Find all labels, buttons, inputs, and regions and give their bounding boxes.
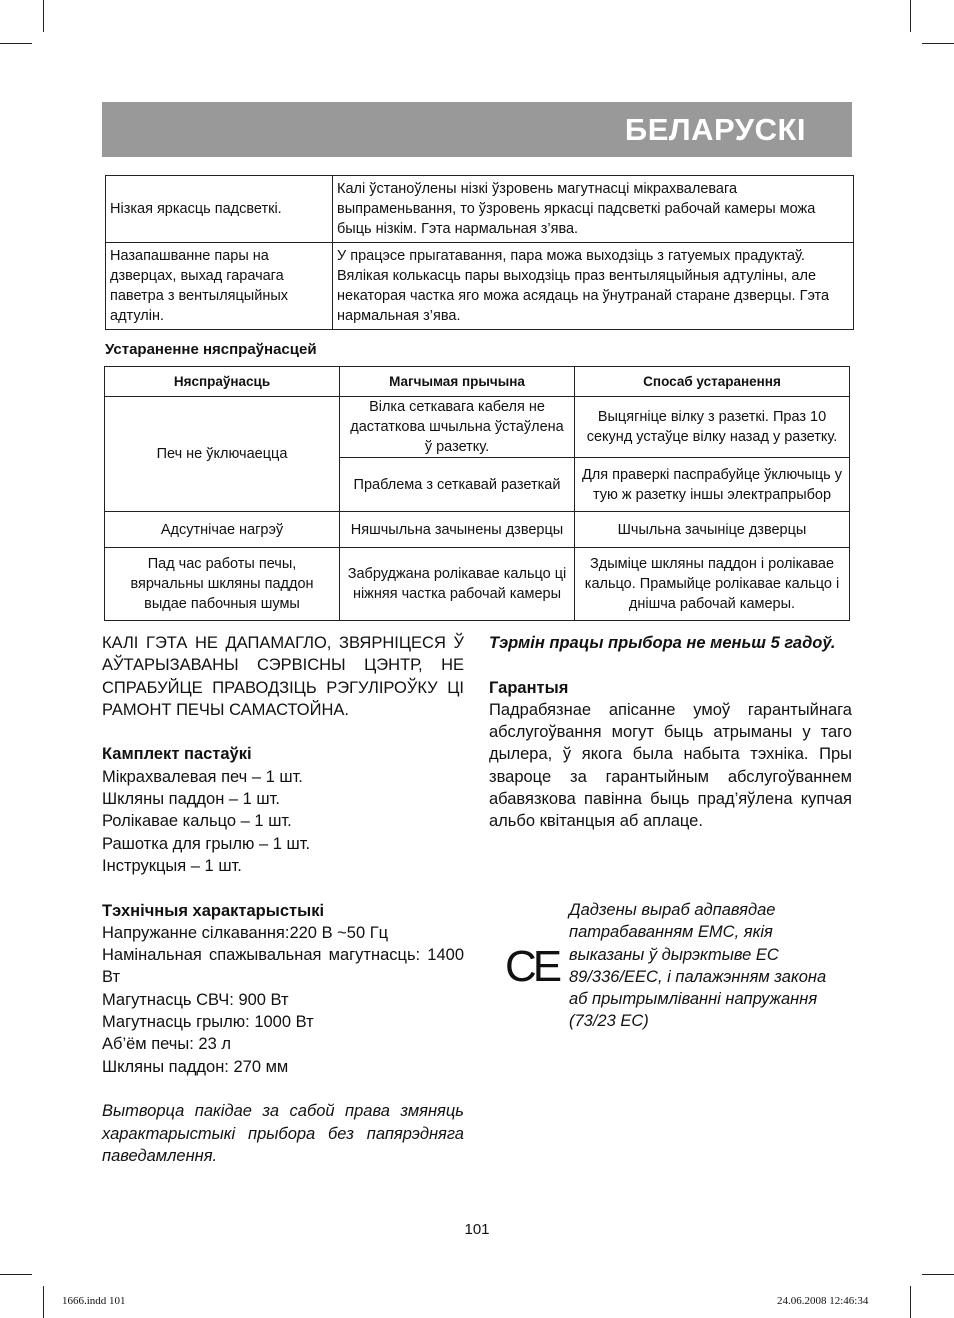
table-cell: Праблема з сеткавай разеткай (340, 458, 575, 512)
column-header: Магчымая прычына (340, 367, 575, 397)
table-row (105, 512, 850, 548)
ce-mark-icon: CE (505, 942, 559, 991)
crop-mark (910, 1286, 911, 1318)
table-cell: Шчыльна зачыніце дзверцы (575, 512, 850, 548)
table-cell: Здыміце шкляны паддон і ролікавае кальцо. Прамыйце ролікавае кальцо і днішча рабочай камеры. (575, 548, 850, 621)
right-column (489, 632, 852, 833)
list-item: Шкляны паддон: 270 мм (102, 1057, 289, 1076)
table-row (105, 548, 850, 621)
table-row (105, 397, 850, 458)
list-item: Магутнасць грылю: 1000 Вт (102, 1013, 314, 1032)
table-cell: Няшчыльна зачынены дзверцы (340, 512, 575, 548)
warning-text: КАЛІ ГЭТА НЕ ДАПАМАГЛО, ЗВЯРНІЦЕСЯ Ў АЎТАРЫЗАВАНЫ СЭРВІСНЫ ЦЭНТР, НЕ СПРАБУЙЦЕ ПРАВОДЗІЦЬ РЭГУЛІРОЎКУ ЦІ РАМОНТ ПЕЧЫ САМАСТОЙНА. (102, 634, 464, 719)
table-cell: Нізкая яркасць падсветкі. (106, 176, 333, 243)
list-item: Намінальная спажывальная магутнасць: 1400 Вт (102, 946, 464, 987)
section-title: Устараненне няспраўнасцей (105, 341, 317, 358)
info-table (105, 175, 854, 330)
list-item: Магутнасць СВЧ: 900 Вт (102, 990, 289, 1009)
column-header: Спосаб устаранення (575, 367, 850, 397)
troubleshooting-table (104, 366, 850, 621)
list-item: Напружанне сілкавання:220 В ~50 Гц (102, 923, 389, 942)
page-title: БЕЛАРУСКІ (624, 112, 806, 147)
table-cell: Вілка сеткавага кабеля не дастаткова шчыльна ўстаўлена ў разетку. (340, 397, 575, 458)
table-cell: Пад час работы печы, вярчальны шкляны паддон выдае пабочныя шумы (105, 548, 340, 621)
manufacturer-note: Вытворца пакідае за сабой права змяняць характарыстыкі прыбора без папярэдняга паведамлення. (102, 1102, 464, 1165)
table-cell: Забруджана ролікавае кальцо ці ніжняя частка рабочай камеры (340, 548, 575, 621)
table-header-row (105, 367, 850, 397)
ce-compliance-text: Дадзены выраб адпавядае патрабаванням ЕМС, якія выказаны ў дырэктыве ЕС 89/336/ЕЕС, і палажэнням закона аб прытрымліванні напружання (73/23 ЕС) (569, 901, 827, 1031)
list-item: Шкляны паддон – 1 шт. (102, 790, 280, 809)
crop-mark (922, 43, 954, 44)
list-item: Інструкцыя – 1 шт. (102, 856, 242, 875)
table-cell: У працэсе прыгатавання, пара можа выходзіць з гатуемых прадуктаў. Вялікая колькасць пары выходзіць праз вентыляцыйныя адтуліны, але некаторая частка яго можа асядаць на ўнутранай старане дзверцы. Гэта нармальная з’ява. (333, 243, 854, 330)
table-row (106, 243, 854, 330)
crop-mark (0, 1274, 32, 1275)
left-column (102, 632, 464, 1167)
warranty-title: Гарантыя (489, 678, 569, 697)
specs-title: Тэхнічныя характарыстыкі (102, 901, 325, 920)
header-bar (102, 102, 852, 157)
crop-mark (0, 43, 32, 44)
column-header: Няспраўнасць (105, 367, 340, 397)
table-cell: Назапашванне пары на дзверцах, выхад гарачага паветра з вентыляцыйных адтулін. (106, 243, 333, 330)
service-life: Тэрмін працы прыбора не меньш 5 гадоў. (489, 634, 836, 652)
page-number: 101 (464, 1221, 490, 1238)
list-item: Рашотка для грылю – 1 шт. (102, 834, 311, 853)
crop-mark (910, 0, 911, 32)
table-cell: Калі ўстаноўлены нізкі ўзровень магутнасці мікрахвалевага выпраменьвання, то ўзровень яркасці падсветкі рабочай камеры можа быць нізкім. Гэта нармальная з’ява. (333, 176, 854, 243)
list-item: Аб’ём печы: 23 л (102, 1035, 231, 1054)
crop-mark (43, 0, 44, 32)
table-cell: Выцягніце вілку з разеткі. Праз 10 секунд устаўце вілку назад у разетку. (575, 397, 850, 458)
crop-mark (922, 1274, 954, 1275)
table-row (106, 176, 854, 243)
table-cell: Адсутнічае нагрэў (105, 512, 340, 548)
list-item: Мікрахвалевая печ – 1 шт. (102, 767, 303, 786)
footer-file: 1666.indd 101 (62, 1295, 126, 1307)
table-cell: Печ не ўключаецца (105, 397, 340, 512)
kit-title: Камплект пастаўкі (102, 745, 252, 764)
crop-mark (43, 1286, 44, 1318)
warranty-text: Падрабязнае апісанне умоў гарантыйнага абслугоўвання могут быць атрыманы у таго дылера, ў якога была набыта тэхніка. Пры звароце за гарантыйным абслугоўваннем абавязкова павінна быць прад’яўлена купчая альбо квітанцыя аб аплаце. (489, 700, 852, 831)
list-item: Ролікавае кальцо – 1 шт. (102, 812, 292, 831)
table-cell: Для праверкі паспрабуйце ўключыць у тую ж разетку іншы электрапрыбор (575, 458, 850, 512)
footer-date: 24.06.2008 12:46:34 (777, 1295, 869, 1307)
